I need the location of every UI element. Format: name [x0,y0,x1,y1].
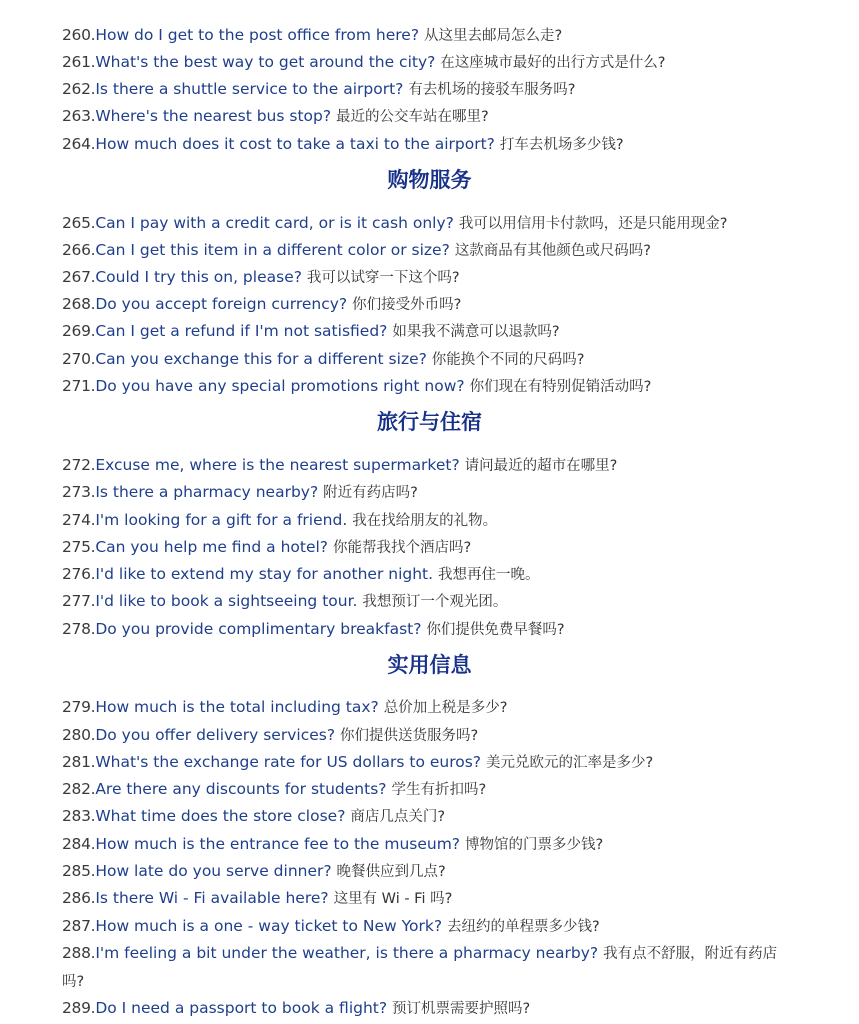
phrase-line-264: 264.How much does it cost to take a taxi to the airport? 打车去机场多少钱? [62,135,624,153]
phrase-line-272: 272.Excuse me, where is the nearest supermarket? 请问最近的超市在哪里? [62,456,618,474]
phrase-line-278: 278.Do you provide complimentary breakfast? 你们提供免费早餐吗? [62,620,565,638]
section-heading-shopping: 购物服务 [387,168,472,192]
phrase-line-263: 263.Where's the nearest bus stop? 最近的公交车站在哪里? [62,107,489,125]
phrase-line-289: 289.Do I need a passport to book a flight? 预订机票需要护照吗? [62,999,531,1017]
phrase-line-285: 285.How late do you serve dinner? 晚餐供应到几点? [62,862,446,880]
phrase-line-270: 270.Can you exchange this for a different size? 你能换个不同的尺码吗? [62,350,585,368]
section-heading-practical-info: 实用信息 [387,653,472,677]
phrase-line-261: 261.What's the best way to get around the city? 在这座城市最好的出行方式是什么? [62,53,666,71]
phrase-line-282: 282.Are there any discounts for students? 学生有折扣吗? [62,780,487,798]
phrase-line-274: 274.I'm looking for a gift for a friend. 我在找给朋友的礼物。 [62,511,498,529]
section-heading-travel: 旅行与住宿 [377,410,482,434]
phrase-line-277: 277.I'd like to book a sightseeing tour. 我想预订一个观光团。 [62,592,508,610]
phrase-line-268: 268.Do you accept foreign currency? 你们接受外币吗? [62,295,462,313]
phrase-line-269: 269.Can I get a refund if I'm not satisfied? 如果我不满意可以退款吗? [62,322,560,340]
phrase-line-283: 283.What time does the store close? 商店几点关门? [62,807,446,825]
phrase-line-287: 287.How much is a one - way ticket to New York? 去纽约的单程票多少钱? [62,917,600,935]
phrase-line-265: 265.Can I pay with a credit card, or is it cash only? 我可以用信用卡付款吗，还是只能用现金? [62,214,728,232]
phrase-line-266: 266.Can I get this item in a different color or size? 这款商品有其他颜色或尺码吗? [62,241,651,259]
phrase-line-262: 262.Is there a shuttle service to the airport? 有去机场的接驳车服务吗? [62,80,576,98]
phrase-line-279: 279.How much is the total including tax? 总价加上税是多少? [62,698,508,716]
phrase-line-286: 286.Is there Wi - Fi available here? 这里有 Wi - Fi 吗? [62,889,453,907]
phrase-line-271: 271.Do you have any special promotions right now? 你们现在有特别促销活动吗? [62,377,652,395]
phrase-line-284: 284.How much is the entrance fee to the museum? 博物馆的门票多少钱? [62,835,604,853]
phrase-line-267: 267.Could I try this on, please? 我可以试穿一下这个吗? [62,268,460,286]
phrase-line-275: 275.Can you help me find a hotel? 你能帮我找个酒店吗? [62,538,472,556]
phrase-line-281: 281.What's the exchange rate for US dollars to euros? 美元兑欧元的汇率是多少? [62,753,654,771]
phrase-line-280: 280.Do you offer delivery services? 你们提供送货服务吗? [62,726,479,744]
phrase-line-260: 260.How do I get to the post office from here? 从这里去邮局怎么走? [62,26,563,44]
phrase-line-288: 288.I'm feeling a bit under the weather, is there a pharmacy nearby? 我有点不舒服，附近有药店吗? [62,944,778,990]
phrase-line-273: 273.Is there a pharmacy nearby? 附近有药店吗? [62,483,418,501]
phrase-line-276: 276.I'd like to extend my stay for another night. 我想再住一晚。 [62,565,540,583]
